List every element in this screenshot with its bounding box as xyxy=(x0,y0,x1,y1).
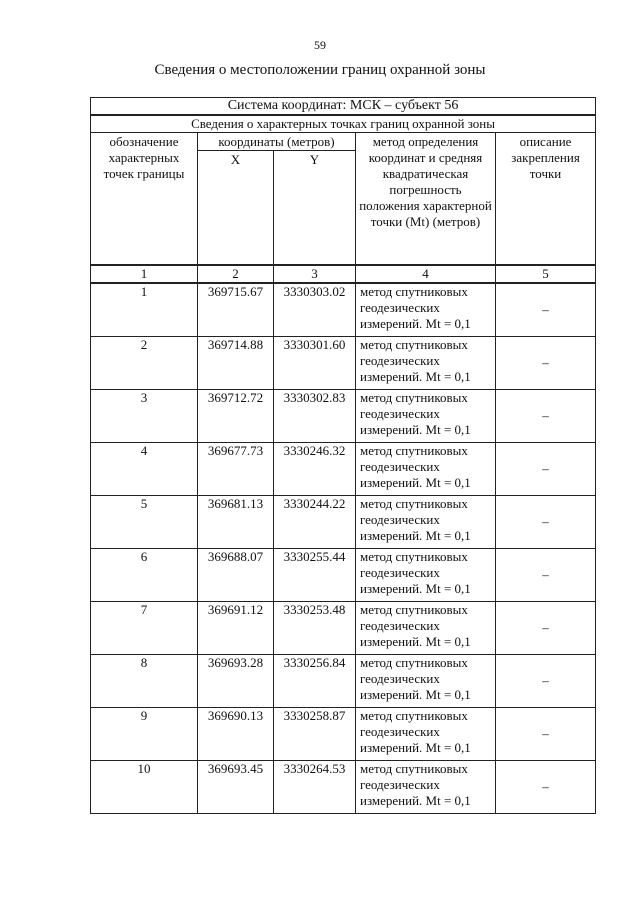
y-cell: 3330246.32 xyxy=(274,443,356,496)
point-cell: 9 xyxy=(91,708,198,761)
description-cell: – xyxy=(496,602,596,655)
column-number-5: 5 xyxy=(496,265,596,283)
description-cell: – xyxy=(496,443,596,496)
description-cell: – xyxy=(496,761,596,814)
point-cell: 7 xyxy=(91,602,198,655)
x-cell: 369714.88 xyxy=(198,337,274,390)
point-cell: 3 xyxy=(91,390,198,443)
description-cell: – xyxy=(496,337,596,390)
description-cell: – xyxy=(496,283,596,337)
method-cell: метод спутниковых геодезических измерений. Mt = 0,1 xyxy=(356,549,496,602)
method-cell: метод спутниковых геодезических измерений. Mt = 0,1 xyxy=(356,761,496,814)
y-cell: 3330303.02 xyxy=(274,283,356,337)
page-title: Сведения о местоположении границ охранной зоны xyxy=(154,62,486,78)
table-row xyxy=(91,549,596,602)
method-cell: метод спутниковых геодезических измерений. Mt = 0,1 xyxy=(356,390,496,443)
table-row xyxy=(91,283,596,337)
point-cell: 10 xyxy=(91,761,198,814)
column-number-4: 4 xyxy=(356,265,496,283)
page-number: 59 xyxy=(314,38,326,52)
description-cell: – xyxy=(496,496,596,549)
method-cell: метод спутниковых геодезических измерений. Mt = 0,1 xyxy=(356,602,496,655)
column-number-3: 3 xyxy=(274,265,356,283)
table-row xyxy=(91,655,596,708)
y-cell: 3330302.83 xyxy=(274,390,356,443)
column-number-2: 2 xyxy=(198,265,274,283)
boundary-points-table xyxy=(90,97,596,814)
y-cell: 3330264.53 xyxy=(274,761,356,814)
table-row xyxy=(91,496,596,549)
x-cell: 369681.13 xyxy=(198,496,274,549)
y-cell: 3330244.22 xyxy=(274,496,356,549)
point-cell: 4 xyxy=(91,443,198,496)
table-row xyxy=(91,390,596,443)
description-cell: – xyxy=(496,655,596,708)
method-cell: метод спутниковых геодезических измерений. Mt = 0,1 xyxy=(356,496,496,549)
method-cell: метод спутниковых геодезических измерений. Mt = 0,1 xyxy=(356,708,496,761)
description-cell: – xyxy=(496,549,596,602)
x-cell: 369691.12 xyxy=(198,602,274,655)
point-cell: 1 xyxy=(91,283,198,337)
table-row xyxy=(91,602,596,655)
description-cell: – xyxy=(496,390,596,443)
point-cell: 6 xyxy=(91,549,198,602)
header-x: X xyxy=(198,151,274,266)
x-cell: 369688.07 xyxy=(198,549,274,602)
description-cell: – xyxy=(496,708,596,761)
header-coordinates: координаты (метров) xyxy=(198,133,356,151)
table-caption: Сведения о характерных точках границ охранной зоны xyxy=(91,115,596,133)
method-cell: метод спутниковых геодезических измерений. Mt = 0,1 xyxy=(356,443,496,496)
header-designation: обозначение характерных точек границы xyxy=(91,133,198,266)
method-cell: метод спутниковых геодезических измерений. Mt = 0,1 xyxy=(356,655,496,708)
y-cell: 3330258.87 xyxy=(274,708,356,761)
point-cell: 2 xyxy=(91,337,198,390)
x-cell: 369677.73 xyxy=(198,443,274,496)
table-row xyxy=(91,337,596,390)
x-cell: 369693.45 xyxy=(198,761,274,814)
table-row xyxy=(91,443,596,496)
header-method: метод определения координат и средняя квадратическая погрешность положения характерной точки (Mt) (метров) xyxy=(356,133,496,266)
y-cell: 3330253.48 xyxy=(274,602,356,655)
point-cell: 5 xyxy=(91,496,198,549)
method-cell: метод спутниковых геодезических измерений. Mt = 0,1 xyxy=(356,337,496,390)
header-y: Y xyxy=(274,151,356,266)
x-cell: 369693.28 xyxy=(198,655,274,708)
y-cell: 3330255.44 xyxy=(274,549,356,602)
table-row xyxy=(91,708,596,761)
x-cell: 369715.67 xyxy=(198,283,274,337)
column-number-1: 1 xyxy=(91,265,198,283)
coordinate-system-caption: Система координат: МСК – субъект 56 xyxy=(91,98,596,116)
method-cell: метод спутниковых геодезических измерений. Mt = 0,1 xyxy=(356,283,496,337)
x-cell: 369712.72 xyxy=(198,390,274,443)
y-cell: 3330301.60 xyxy=(274,337,356,390)
table-row xyxy=(91,761,596,814)
point-cell: 8 xyxy=(91,655,198,708)
y-cell: 3330256.84 xyxy=(274,655,356,708)
x-cell: 369690.13 xyxy=(198,708,274,761)
header-description: описание закрепления точки xyxy=(496,133,596,266)
